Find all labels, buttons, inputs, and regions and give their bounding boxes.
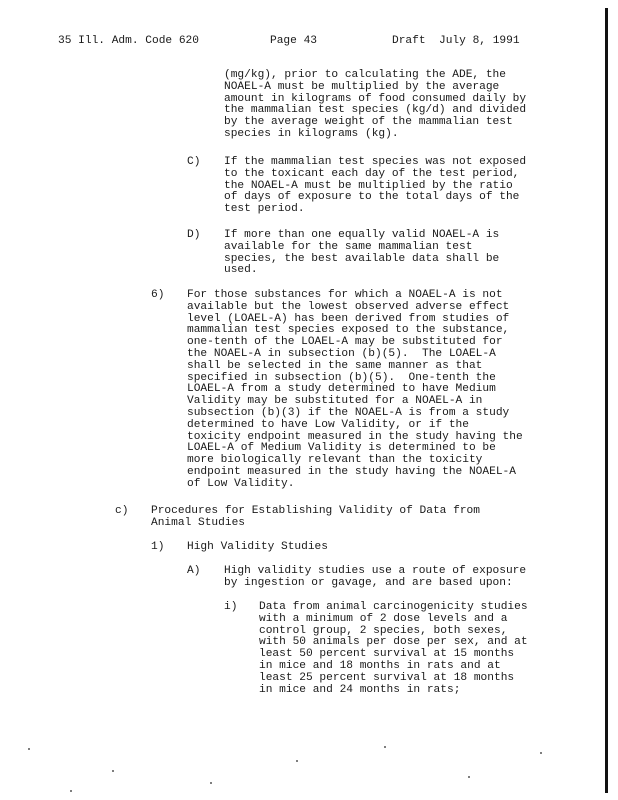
item-1-label: 1) (151, 541, 165, 553)
right-margin-rule (605, 8, 608, 793)
item-i-label: i) (224, 601, 238, 613)
header-code: 35 Ill. Adm. Code 620 (58, 35, 199, 47)
header-draft-date: Draft July 8, 1991 (392, 35, 520, 47)
item-c-label: c) (115, 505, 129, 517)
scan-speck (384, 746, 386, 748)
item-6-text: For those substances for which a NOAEL-A is not available but the lowest observed adverse effect level (LOAEL-A) has been derived from studies of mammalian test species exposed to the substance, one-tenth of the LOAEL-A may be substituted for the NOAEL-A in subsection (b)(5). The LOAEL-A shall be selected in the same manner as that specified in subsection (b)(5). One-tenth the LOAEL-A from a study determined to have Medium Validity may be substituted for a NOAEL-A in subsection (b)(3) if the NOAEL-A is from a study determined to have Low Validity, or if the toxicity endpoint measured in the study having the LOAEL-A of Medium Validity is determined to be more biologically relevant than the toxicity endpoint measured in the study having the NOAEL-A of Low Validity. (187, 289, 523, 490)
header-page-number: Page 43 (270, 35, 317, 47)
item-6-label: 6) (151, 289, 165, 301)
item-C-label: C) (187, 156, 201, 168)
page-header (58, 36, 558, 50)
item-1-heading: High Validity Studies (187, 541, 328, 553)
continuation-paragraph: (mg/kg), prior to calculating the ADE, the NOAEL-A must be multiplied by the average amount in kilograms of food consumed daily by the mammalian test species (kg/d) and divided by the average weight of the mammalian test species in kilograms (kg). (224, 69, 527, 140)
scan-speck (112, 770, 114, 772)
item-i-text: Data from animal carcinogenicity studies with a minimum of 2 dose levels and a control group, 2 species, both sexes, with 50 animals per dose per sex, and at least 50 percent survival at 15 months in mice and 18 months in rats and at least 25 percent survival at 18 months in mice and 24 months in rats; (259, 601, 528, 696)
scan-speck (296, 760, 298, 762)
item-c-heading: Procedures for Establishing Validity of Data from Animal Studies (151, 505, 480, 529)
scan-speck (28, 748, 30, 750)
item-C-text: If the mammalian test species was not exposed to the toxicant each day of the test period, the NOAEL-A must be multiplied by the ratio of days of exposure to the total days of the test period. (224, 156, 527, 216)
item-D-text: If more than one equally valid NOAEL-A is available for the same mammalian test species, the best available data shall be used. (224, 229, 500, 277)
item-A-label: A) (187, 565, 201, 577)
scan-speck (468, 776, 470, 778)
item-A-text: High validity studies use a route of exposure by ingestion or gavage, and are based upon: (224, 565, 527, 589)
item-D-label: D) (187, 229, 201, 241)
scan-speck (70, 790, 72, 792)
scan-speck (210, 782, 212, 784)
scan-speck (540, 752, 542, 754)
